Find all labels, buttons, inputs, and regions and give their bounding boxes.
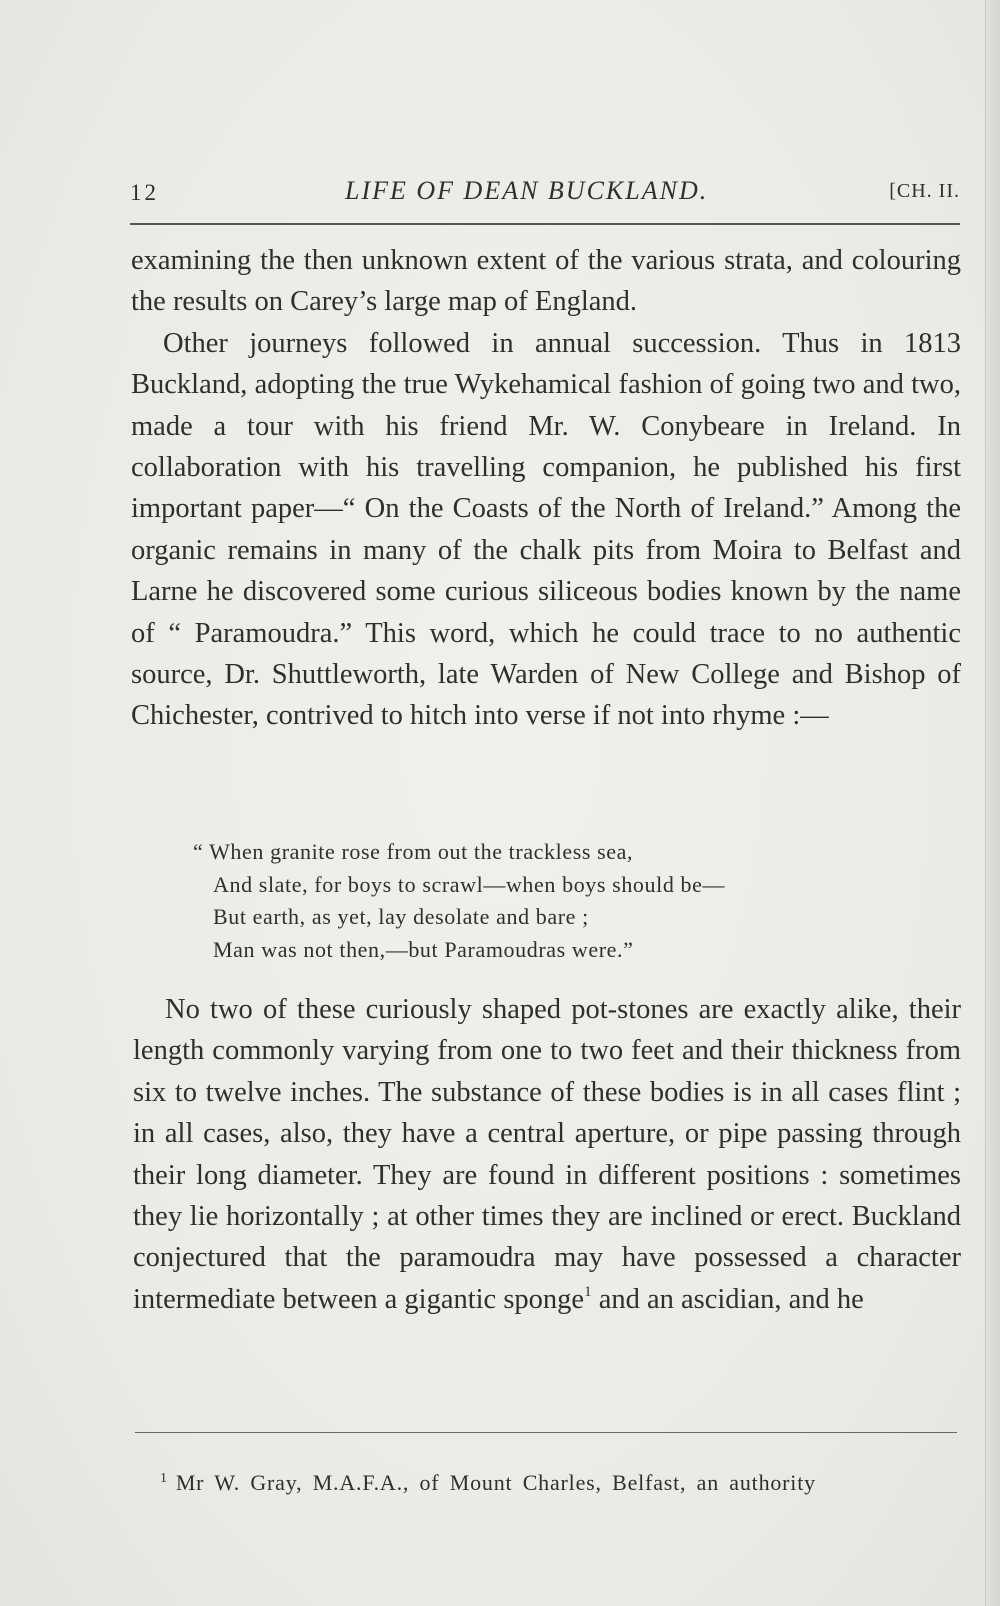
header-rule: [130, 223, 960, 225]
page-number: 12: [130, 180, 159, 205]
chapter-reference: [CH. II.: [889, 180, 960, 202]
footnote: [160, 1470, 960, 1496]
verse-line: “ When granite rose from out the trackless sea,: [193, 839, 634, 864]
footnote-marker: 1: [160, 1471, 168, 1486]
running-title: LIFE OF DEAN BUCKLAND.: [345, 176, 709, 205]
main-text-bottom: [133, 989, 961, 1320]
paragraph-journeys: Other journeys followed in annual succession. Thus in 1813 Buckland, adopting the true Wykehamical fashion of going two and two, made a tour with his friend Mr. W. Conybeare in Ireland. In collaboration with his travelling companion, he published his first important paper—“ On the Coasts of the North of Ireland.” Among the organic remains in many of the chalk pits from Moira to Belfast and Larne he discovered some curious siliceous bodies known by the name of “ Paramoudra.” This word, which he could trace to no authentic source, Dr. Shuttleworth, late Warden of New College and Bishop of Chichester, contrived to hitch into verse if not into rhyme :—: [131, 327, 961, 732]
verse-quotation: [193, 836, 933, 966]
paragraph-text-end: and an ascidian, and he: [591, 1283, 864, 1315]
footnote-reference[interactable]: 1: [584, 1283, 592, 1300]
footnote-rule: [135, 1432, 957, 1433]
footnote-text: Mr W. Gray, M.A.F.A., of Mount Charles, Belfast, an authority: [175, 1470, 816, 1495]
paragraph-paramoudra: [133, 989, 961, 1320]
paragraph-text: No two of these curiously shaped pot-stones are exactly alike, their length commonly varying from one to two feet and their thickness from six to twelve inches. The substance of these bodies is in all cases flint ; in all cases, also, they have a central aperture, or pipe passing through their long diameter. They are found in different positions : sometimes they lie horizontally ; at other times they are inclined or erect. Buckland conjectured that the paramoudra may have possessed a character intermediate between a gigantic sponge: [133, 994, 961, 1315]
paragraph-continued: examining the then unknown extent of the various strata, and colouring the results on Carey’s large map of England.: [131, 245, 961, 318]
verse-line: But earth, as yet, lay desolate and bare ;: [213, 904, 589, 929]
page-edge: [985, 0, 1000, 1606]
verse-line: And slate, for boys to scrawl—when boys should be—: [213, 871, 726, 897]
main-text-top: [131, 240, 961, 737]
verse-line: Man was not then,—but Paramoudras were.”: [213, 936, 634, 962]
running-header: [130, 172, 960, 208]
